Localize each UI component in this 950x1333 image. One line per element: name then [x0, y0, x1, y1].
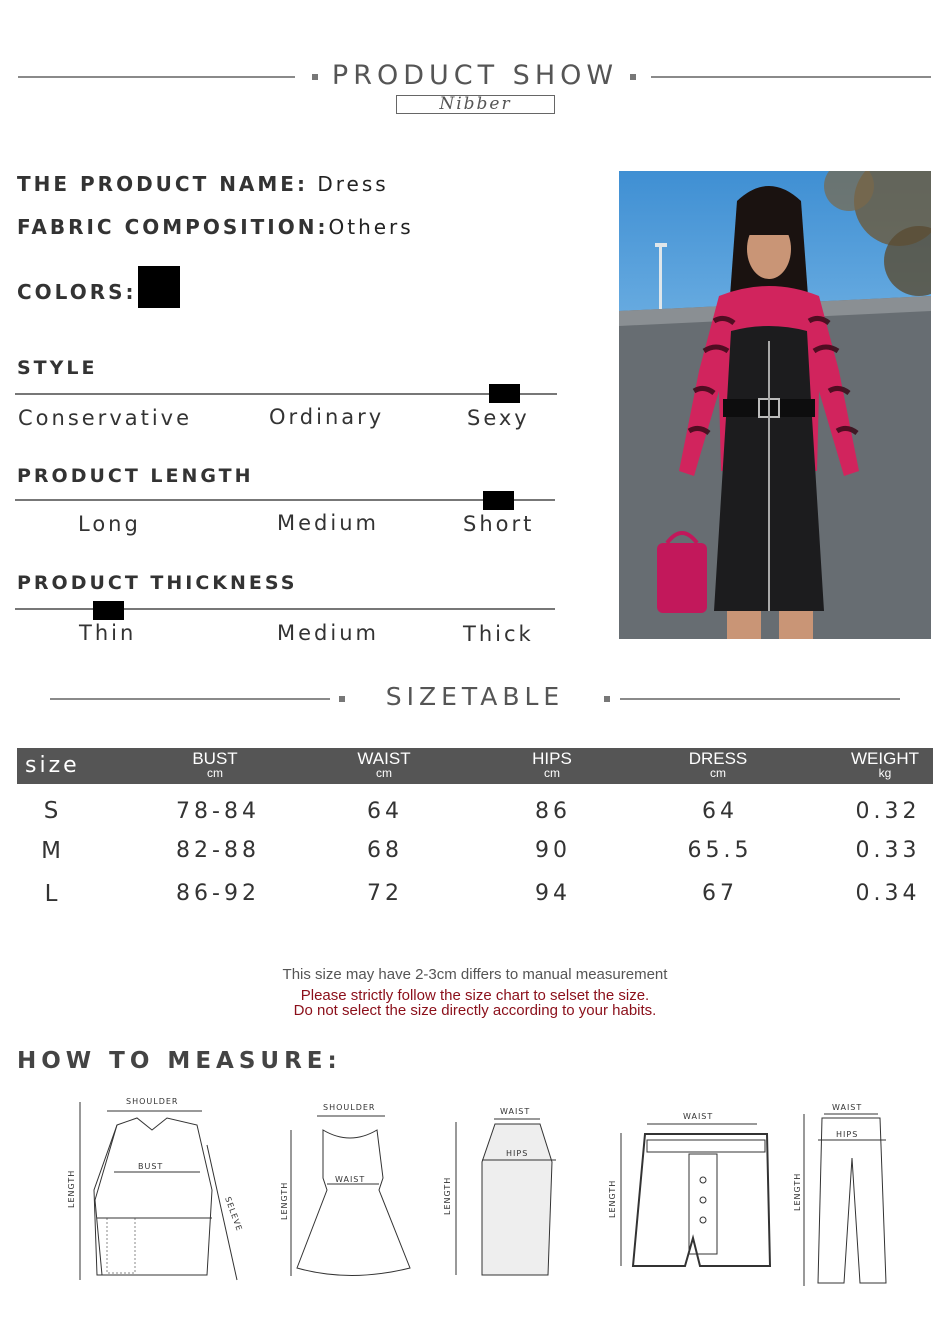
style-label: STYLE	[17, 357, 98, 379]
waist-cell: 72	[367, 881, 403, 906]
waist-cell: 64	[367, 799, 403, 824]
product-photo	[619, 171, 931, 639]
bust-cell: 86-92	[176, 881, 260, 906]
length-scale	[15, 499, 555, 501]
thickness-option-medium: Medium	[277, 621, 379, 645]
col-header-dress: DRESS cm	[688, 749, 748, 780]
dress-cell: 64	[702, 799, 738, 824]
header-dot-right	[630, 74, 636, 80]
weight-cell: 0.32	[855, 799, 921, 824]
dress-waist-label: WAIST	[335, 1175, 366, 1184]
fabric-label: FABRIC COMPOSITION:	[17, 215, 329, 239]
sizetable-title: SIZETABLE	[385, 682, 565, 711]
dress-shoulder-label: SHOULDER	[323, 1103, 376, 1112]
colors-label: COLORS:	[17, 280, 137, 304]
product-name-row	[17, 172, 389, 196]
dress-cell: 65.5	[687, 838, 753, 863]
thickness-marker	[93, 601, 124, 620]
size-table-header	[17, 748, 933, 784]
weight-cell: 0.34	[855, 881, 921, 906]
header-rule-right	[651, 76, 931, 78]
col-header-size: size	[25, 753, 80, 778]
product-name-value: Dress	[317, 172, 389, 196]
jacket-length-label: LENGTH	[67, 1169, 76, 1208]
pants-length-label: LENGTH	[793, 1172, 802, 1211]
length-marker	[483, 491, 514, 510]
size-warning-line-2: Do not select the size directly according to your habits.	[293, 1002, 657, 1019]
pants-diagram	[790, 1098, 900, 1290]
sizetable-rule-right	[620, 698, 900, 700]
col-header-hips: HIPS cm	[532, 749, 572, 780]
colors-row	[17, 280, 137, 304]
measurement-note: This size may have 2-3cm differs to manual measurement	[282, 966, 668, 983]
length-option-medium: Medium	[277, 511, 379, 535]
thickness-option-thin: Thin	[79, 621, 137, 645]
col-header-weight: WEIGHT kg	[851, 749, 919, 780]
style-scale	[15, 393, 557, 395]
skirt-diagram	[440, 1100, 560, 1280]
style-marker	[489, 384, 520, 403]
shorts-waist-label: WAIST	[683, 1112, 714, 1121]
hips-cell: 86	[535, 799, 571, 824]
skirt-hips-label: HIPS	[506, 1149, 529, 1158]
fabric-value: Others	[328, 215, 414, 239]
thickness-option-thick: Thick	[463, 622, 534, 646]
how-to-measure-title: HOW TO MEASURE:	[17, 1048, 342, 1074]
dress-length-label: LENGTH	[280, 1181, 289, 1220]
product-name-label: THE PRODUCT NAME:	[17, 172, 308, 196]
fabric-row	[17, 215, 414, 239]
size-cell: S	[43, 798, 59, 824]
col-header-waist: WAIST cm	[357, 749, 411, 780]
sizetable-dot-right	[604, 696, 610, 702]
jacket-shoulder-label: SHOULDER	[126, 1097, 179, 1106]
thickness-label: PRODUCT THICKNESS	[17, 572, 298, 594]
style-option-ordinary: Ordinary	[269, 405, 385, 429]
bust-cell: 82-88	[176, 838, 260, 863]
size-warning-line-1: Please strictly follow the size chart to selset the size.	[300, 987, 650, 1004]
shorts-diagram	[605, 1108, 775, 1283]
color-swatch-black	[138, 266, 180, 308]
size-cell: M	[41, 838, 61, 864]
size-cell: L	[44, 881, 58, 907]
skirt-waist-label: WAIST	[500, 1107, 531, 1116]
jacket-bust-label: BUST	[138, 1162, 164, 1171]
waist-cell: 68	[367, 838, 403, 863]
pants-hips-label: HIPS	[836, 1130, 859, 1139]
jacket-sleeve-label: SELEVE	[223, 1195, 244, 1233]
length-option-long: Long	[78, 512, 141, 536]
pants-waist-label: WAIST	[832, 1103, 863, 1112]
skirt-length-label: LENGTH	[443, 1176, 452, 1215]
hips-cell: 94	[535, 881, 571, 906]
dress-diagram	[275, 1098, 415, 1288]
hips-cell: 90	[535, 838, 571, 863]
shorts-length-label: LENGTH	[608, 1179, 617, 1218]
col-header-bust: BUST cm	[192, 749, 238, 780]
brand-label: Nibber	[396, 95, 555, 114]
dress-cell: 67	[702, 881, 738, 906]
page-title: PRODUCT SHOW	[331, 60, 619, 91]
jacket-diagram	[62, 1090, 247, 1290]
style-option-conservative: Conservative	[18, 406, 193, 430]
weight-cell: 0.33	[855, 838, 921, 863]
style-option-sexy: Sexy	[467, 406, 530, 430]
bust-cell: 78-84	[176, 799, 260, 824]
length-option-short: Short	[463, 512, 535, 536]
length-label: PRODUCT LENGTH	[17, 465, 254, 487]
